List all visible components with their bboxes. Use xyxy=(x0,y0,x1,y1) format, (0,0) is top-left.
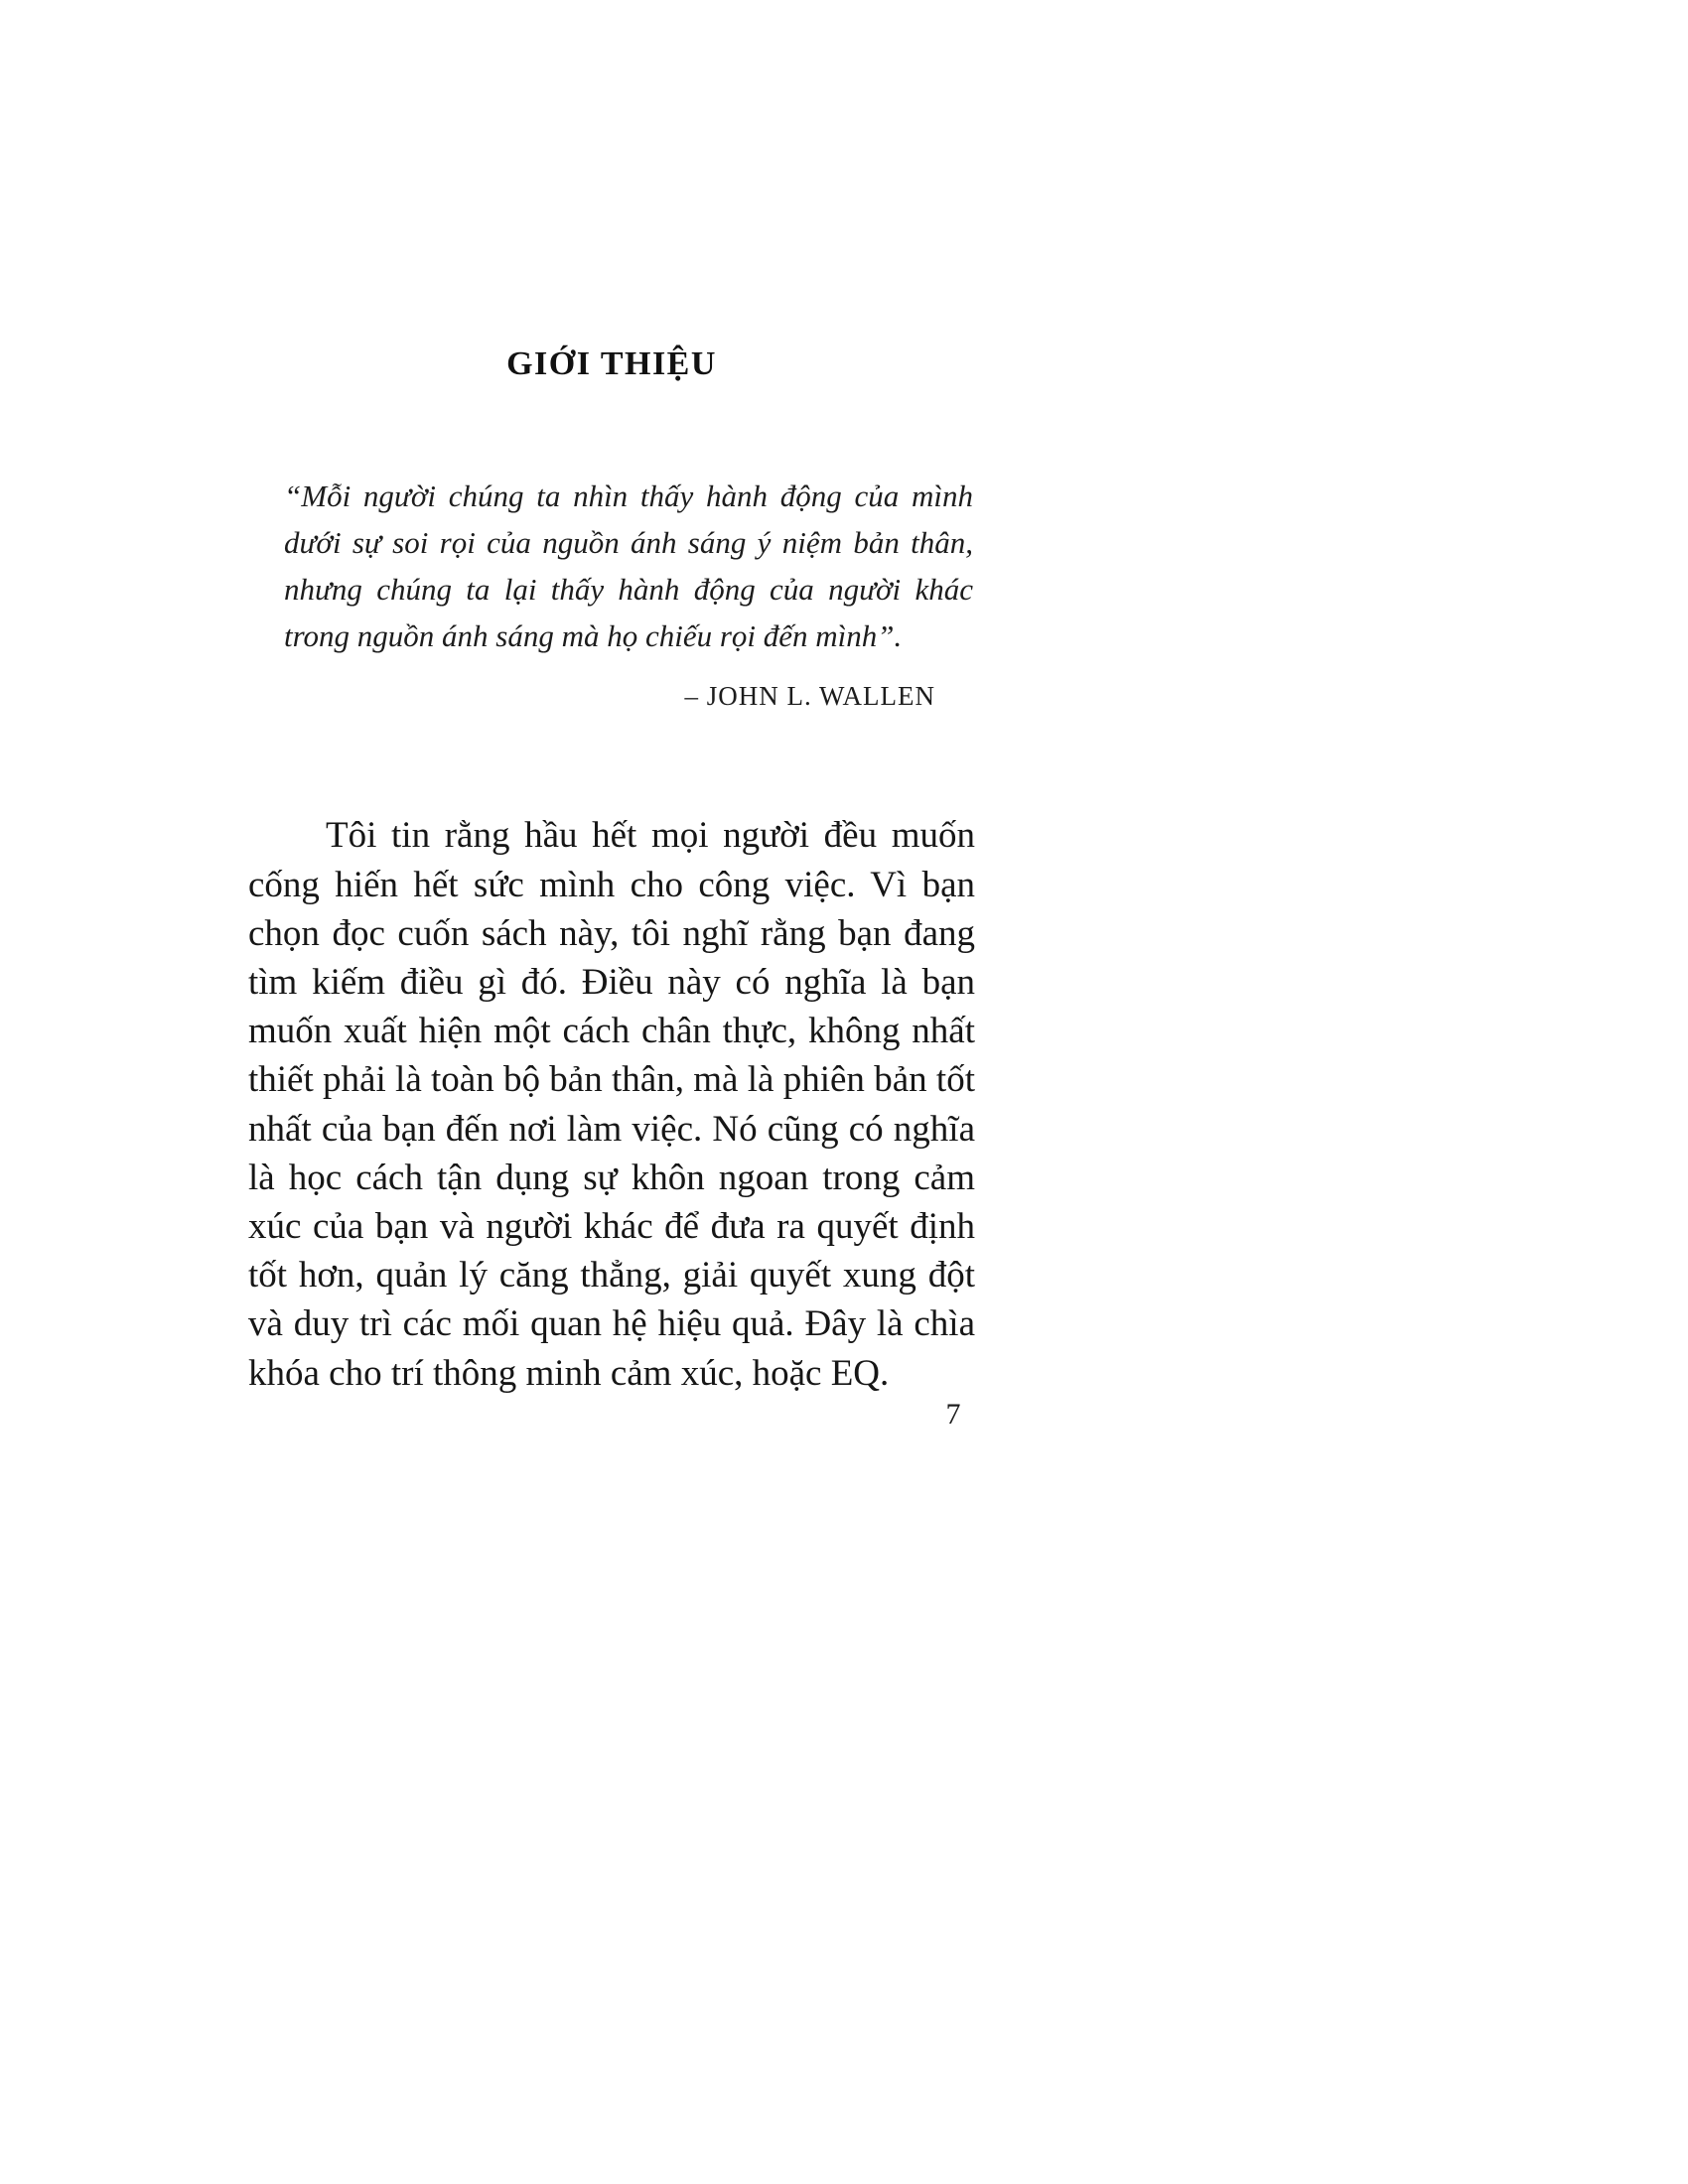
page-number: 7 xyxy=(945,1398,961,1431)
quote-attribution: – JOHN L. WALLEN xyxy=(684,681,935,712)
body-paragraph: Tôi tin rằng hầu hết mọi người đều muốn cống hiến hết sức mình cho công việc. Vì bạn chọn đọc cuốn sách này, tôi nghĩ rằng bạn đang tìm kiếm điều gì đó. Điều này có nghĩa là bạn muốn xuất hiện một cách chân thực, không nhất thiết phải là toàn bộ bản thân, mà là phiên bản tốt nhất của bạn đến nơi làm việc. Nó cũng có nghĩa là học cách tận dụng sự khôn ngoan trong cảm xúc của bạn và người khác để đưa ra quyết định tốt hơn, quản lý căng thẳng, giải quyết xung đột và duy trì các mối quan hệ hiệu quả. Đây là chìa khóa cho trí thông minh cảm xúc, hoặc EQ. xyxy=(248,815,975,1394)
chapter-title: GIỚI THIỆU xyxy=(506,345,717,382)
epigraph-quote: “Mỗi người chúng ta nhìn thấy hành động của mình dưới sự soi rọi của nguồn ánh sáng ý niệm bản thân, nhưng chúng ta lại thấy hành động của người khác trong nguồn ánh sáng mà họ chiếu rọi đến mình”. xyxy=(284,478,973,654)
content-column xyxy=(248,345,975,1398)
